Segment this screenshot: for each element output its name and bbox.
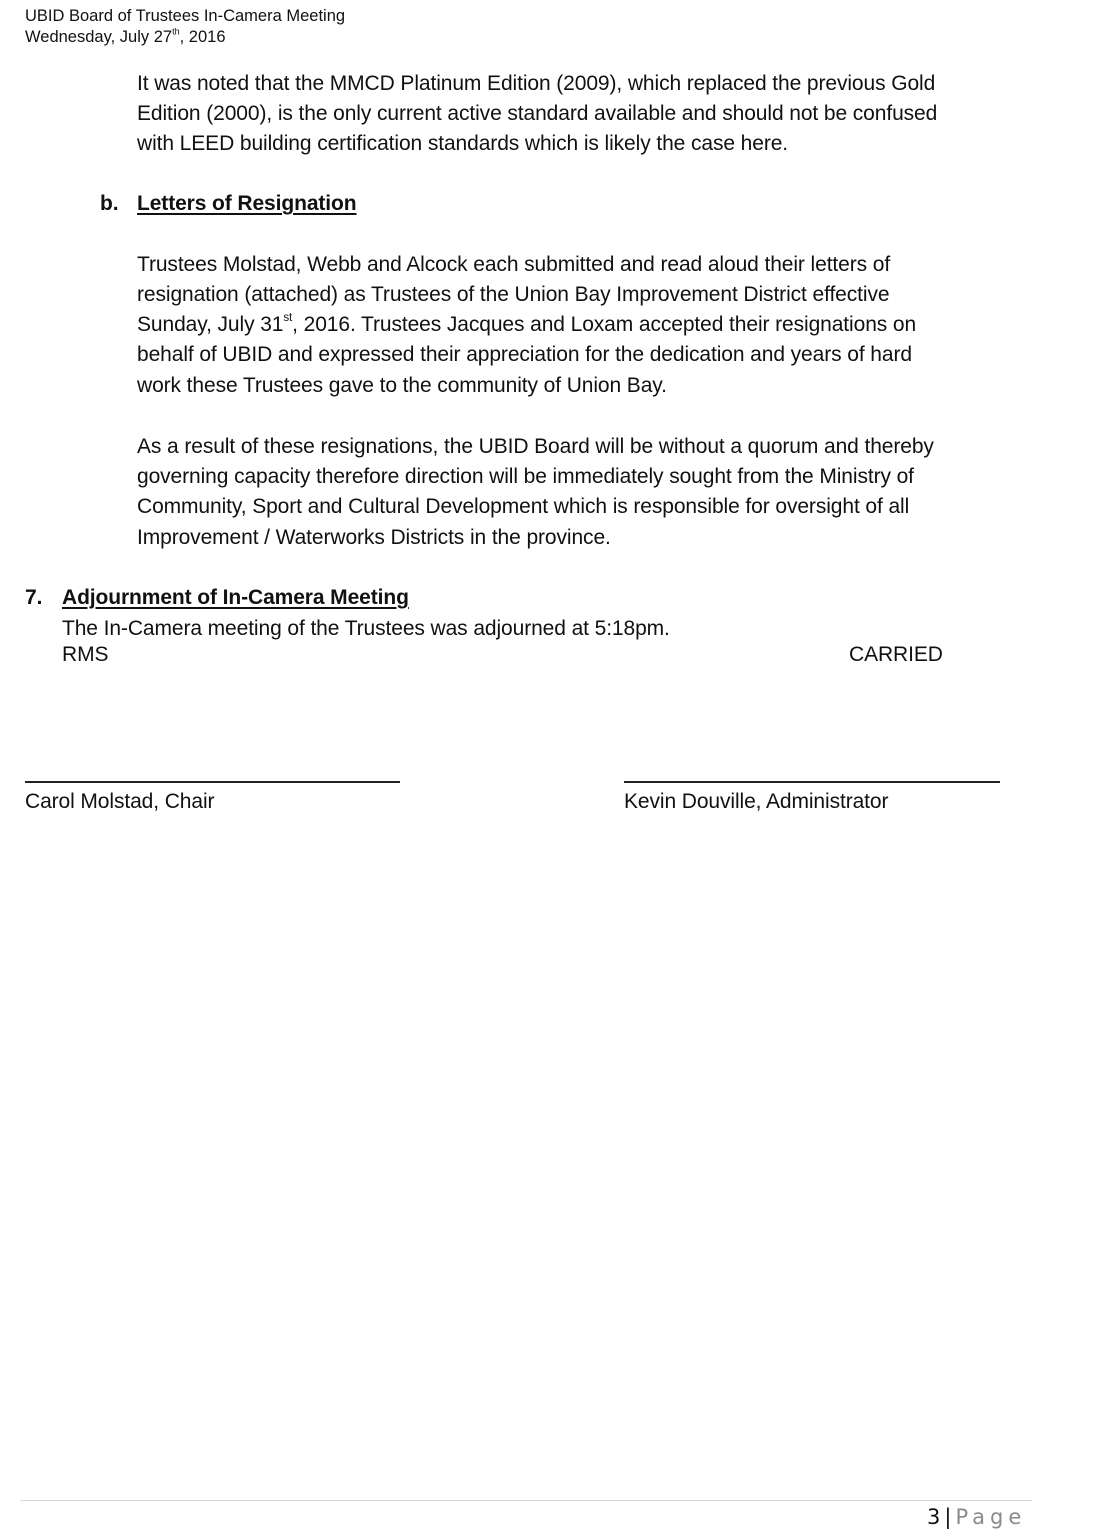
page-separator: | xyxy=(944,1505,952,1529)
line-text: , 2016. Trustees Jacques and Loxam accepted their resignations on xyxy=(292,313,917,336)
date-text: Sunday, July 31 xyxy=(137,313,284,336)
signature-name-right: Kevin Douville, Administrator xyxy=(624,790,889,813)
paragraph-line: Trustees Molstad, Webb and Alcock each submitted and read aloud their letters of xyxy=(137,253,891,276)
signature-line-right xyxy=(624,781,1000,783)
section-marker: 7. xyxy=(25,586,43,609)
signature-name-left: Carol Molstad, Chair xyxy=(25,790,215,813)
document-header-title: UBID Board of Trustees In-Camera Meeting xyxy=(25,7,346,25)
paragraph-line: Community, Sport and Cultural Development which is responsible for oversight of all xyxy=(137,495,910,518)
section-heading: Adjournment of In-Camera Meeting xyxy=(62,586,409,609)
date-superscript: st xyxy=(283,312,293,325)
paragraph-line: It was noted that the MMCD Platinum Edition (2009), which replaced the previous Gold xyxy=(137,72,936,95)
page-number xyxy=(927,1505,1026,1529)
section-heading: Letters of Resignation xyxy=(137,192,357,215)
date-superscript: th xyxy=(172,26,180,37)
paragraph-line: with LEED building certification standards which is likely the case here. xyxy=(137,132,789,155)
paragraph-line: resignation (attached) as Trustees of the Union Bay Improvement District effective xyxy=(137,283,890,306)
paragraph-line: governing capacity therefore direction will be immediately sought from the Ministry of xyxy=(137,465,914,488)
date-text: Wednesday, July 27 xyxy=(25,28,173,46)
motion-result: CARRIED xyxy=(849,643,943,666)
paragraph-line: Edition (2000), is the only current active standard available and should not be confused xyxy=(137,102,938,125)
motion-label: RMS xyxy=(62,643,109,666)
footer-divider xyxy=(20,1500,1032,1501)
paragraph-line: As a result of these resignations, the UBID Board will be without a quorum and thereby xyxy=(137,435,934,458)
paragraph-line: Improvement / Waterworks Districts in the province. xyxy=(137,526,611,549)
page-word: Page xyxy=(955,1505,1027,1529)
signature-line-left xyxy=(25,781,400,783)
paragraph-line xyxy=(137,310,916,340)
paragraph-line: behalf of UBID and expressed their appreciation for the dedication and years of hard xyxy=(137,343,912,366)
paragraph-line: work these Trustees gave to the community of Union Bay. xyxy=(137,374,667,397)
page-number-value: 3 xyxy=(927,1505,941,1529)
adjournment-text: The In-Camera meeting of the Trustees was adjourned at 5:18pm. xyxy=(62,617,670,640)
date-year: , 2016 xyxy=(179,28,226,46)
section-marker: b. xyxy=(100,192,119,215)
document-header-date xyxy=(25,27,226,47)
